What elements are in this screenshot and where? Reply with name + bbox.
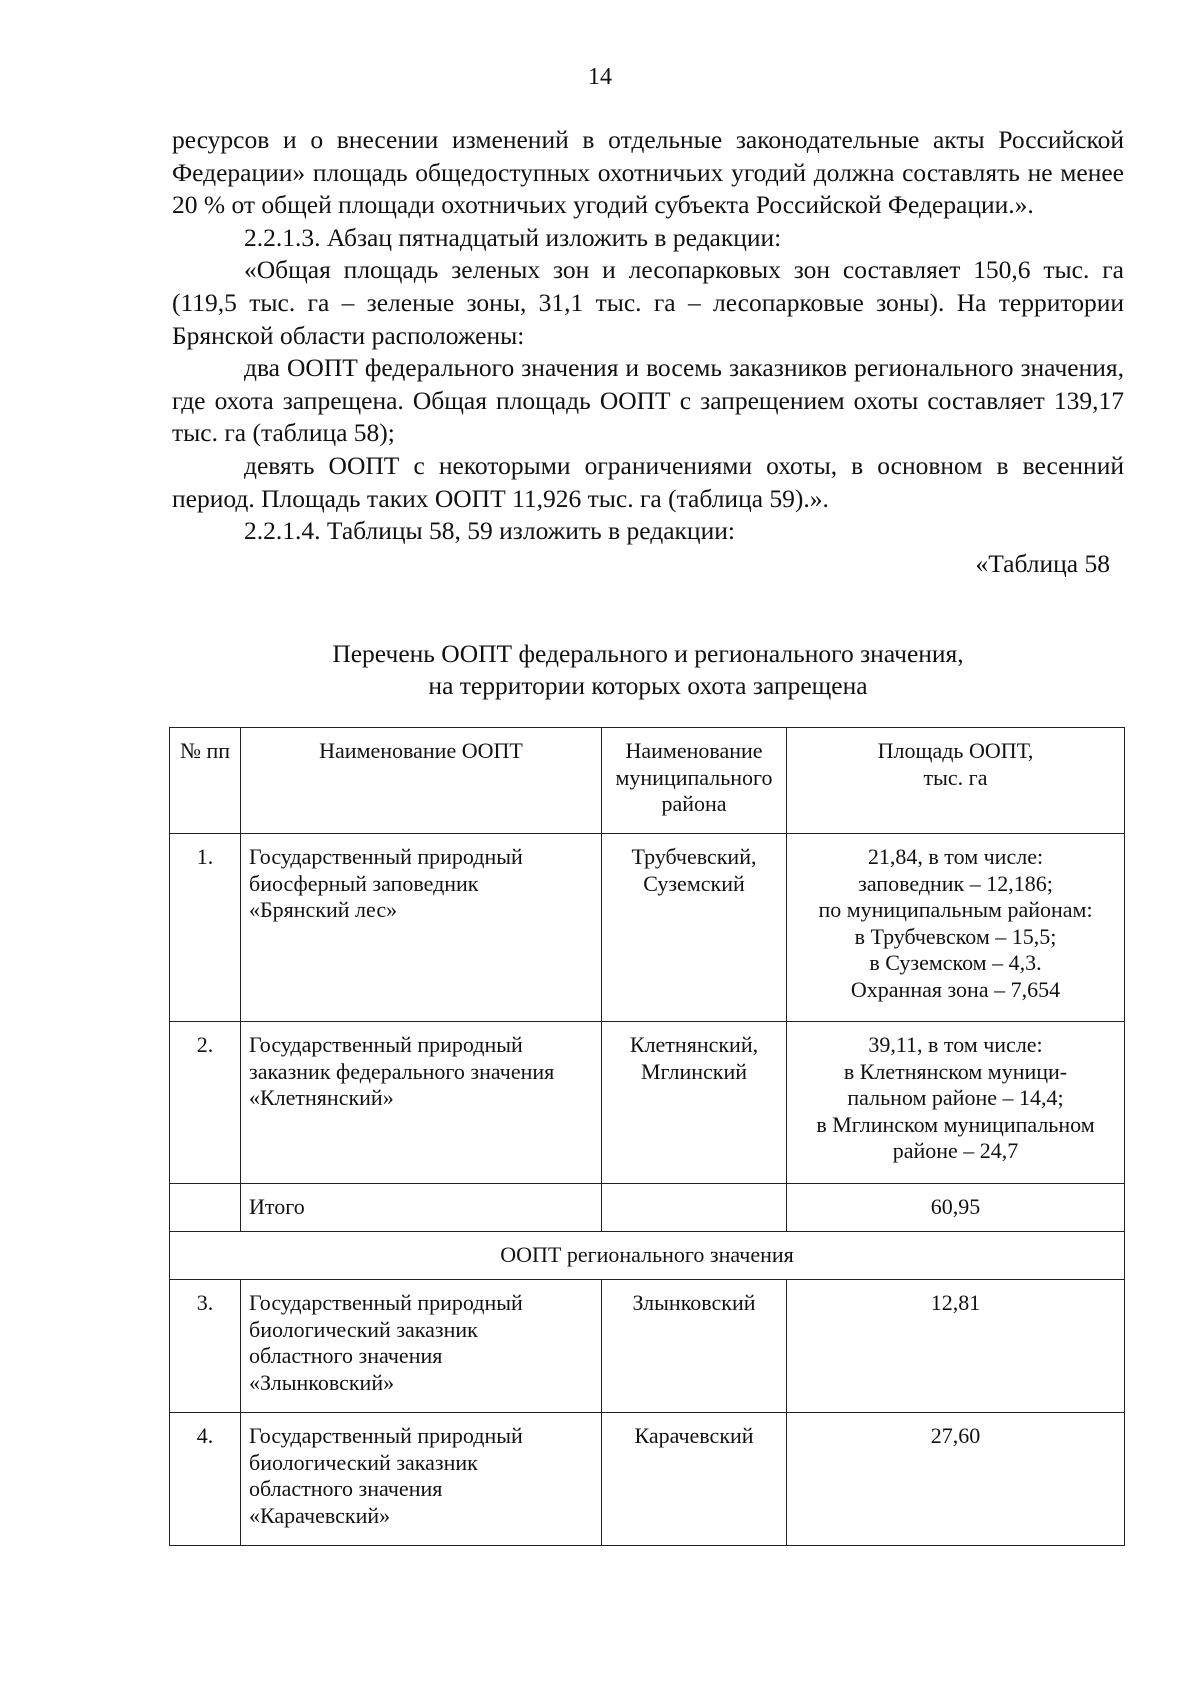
row-3-area: 12,81: [787, 1280, 1125, 1413]
row-1-area: 21,84, в том числе: заповедник – 12,186; по муниципальным районам: в Трубчевском – 15,5; в Суземском – 4,3. Охранная зона – 7,654: [787, 834, 1125, 1022]
row-3-district: Злынковский: [602, 1280, 787, 1413]
header-name: Наименование ООПТ: [241, 728, 602, 834]
total-value: 60,95: [787, 1184, 1125, 1232]
table-label: «Таблица 58: [975, 548, 1110, 578]
section-row: [170, 1232, 1125, 1280]
row-2-num: 2.: [170, 1022, 241, 1184]
table-row: [170, 1413, 1125, 1546]
header-num: № пп: [170, 728, 241, 834]
row-2-name: Государственный природный заказник федерального значения «Клетнянский»: [241, 1022, 602, 1184]
paragraph-green-zones: «Общая площадь зеленых зон и лесопарковых зон составляет 150,6 тыс. га (119,5 тыс. га – зеленые зоны, 31,1 тыс. га – лесопарковые зоны). На территории Брянской области расположены:: [172, 255, 1124, 350]
table-title-line-1: Перечень ООПТ федерального и регионального значения,: [332, 639, 964, 668]
oopt-table: [169, 727, 1125, 1546]
row-1-district: Трубчевский, Суземский: [602, 834, 787, 1022]
row-4-district: Карачевский: [602, 1413, 787, 1546]
paragraph-2-2-1-4: 2.2.1.4. Таблицы 58, 59 изложить в редакции:: [244, 516, 735, 546]
header-area: Площадь ООПТ, тыс. га: [787, 728, 1125, 834]
row-2-area: 39,11, в том числе: в Клетнянском муници- пальном районе – 14,4; в Мглинском муниципальном районе – 24,7: [787, 1022, 1125, 1184]
table-title: [172, 638, 1124, 702]
total-label: Итого: [241, 1184, 602, 1232]
row-3-name: Государственный природный биологический заказник областного значения «Злынковский»: [241, 1280, 602, 1413]
section-regional-heading: ООПТ регионального значения: [170, 1232, 1125, 1280]
paragraph-federal-oopt: два ООПТ федерального значения и восемь заказников регионального значения, где охота запрещена. Общая площадь ООПТ с запрещением охоты составляет 139,17 тыс. га (таблица 58);: [172, 353, 1124, 448]
body-text: [172, 124, 1124, 580]
row-1-name: Государственный природный биосферный заповедник «Брянский лес»: [241, 834, 602, 1022]
row-4-area: 27,60: [787, 1413, 1125, 1546]
paragraph-restricted-oopt: девять ООПТ с некоторыми ограничениями охоты, в основном в весенний период. Площадь таких ООПТ 11,926 тыс. га (таблица 59).».: [172, 450, 1124, 513]
table-row: [170, 834, 1125, 1022]
total-num-empty: [170, 1184, 241, 1232]
row-4-name: Государственный природный биологический заказник областного значения «Карачевский»: [241, 1413, 602, 1546]
header-district: Наименование муниципального района: [602, 728, 787, 834]
row-4-num: 4.: [170, 1413, 241, 1546]
row-2-district: Клетнянский, Мглинский: [602, 1022, 787, 1184]
row-3-num: 3.: [170, 1280, 241, 1413]
total-row: [170, 1184, 1125, 1232]
total-district-empty: [602, 1184, 787, 1232]
paragraph-continuation: ресурсов и о внесении изменений в отдельные законодательные акты Российской Федерации» площадь общедоступных охотничьих угодий должна составлять не менее 20 % от общей площади охотничьих угодий субъекта Российской Федерации.».: [172, 125, 1124, 220]
table-header-row: [170, 728, 1125, 834]
row-1-num: 1.: [170, 834, 241, 1022]
page-number: 14: [588, 64, 612, 90]
table-title-line-2: на территории которых охота запрещена: [428, 671, 868, 700]
table-row: [170, 1280, 1125, 1413]
paragraph-2-2-1-3: 2.2.1.3. Абзац пятнадцатый изложить в редакции:: [244, 222, 782, 252]
table-row: [170, 1022, 1125, 1184]
